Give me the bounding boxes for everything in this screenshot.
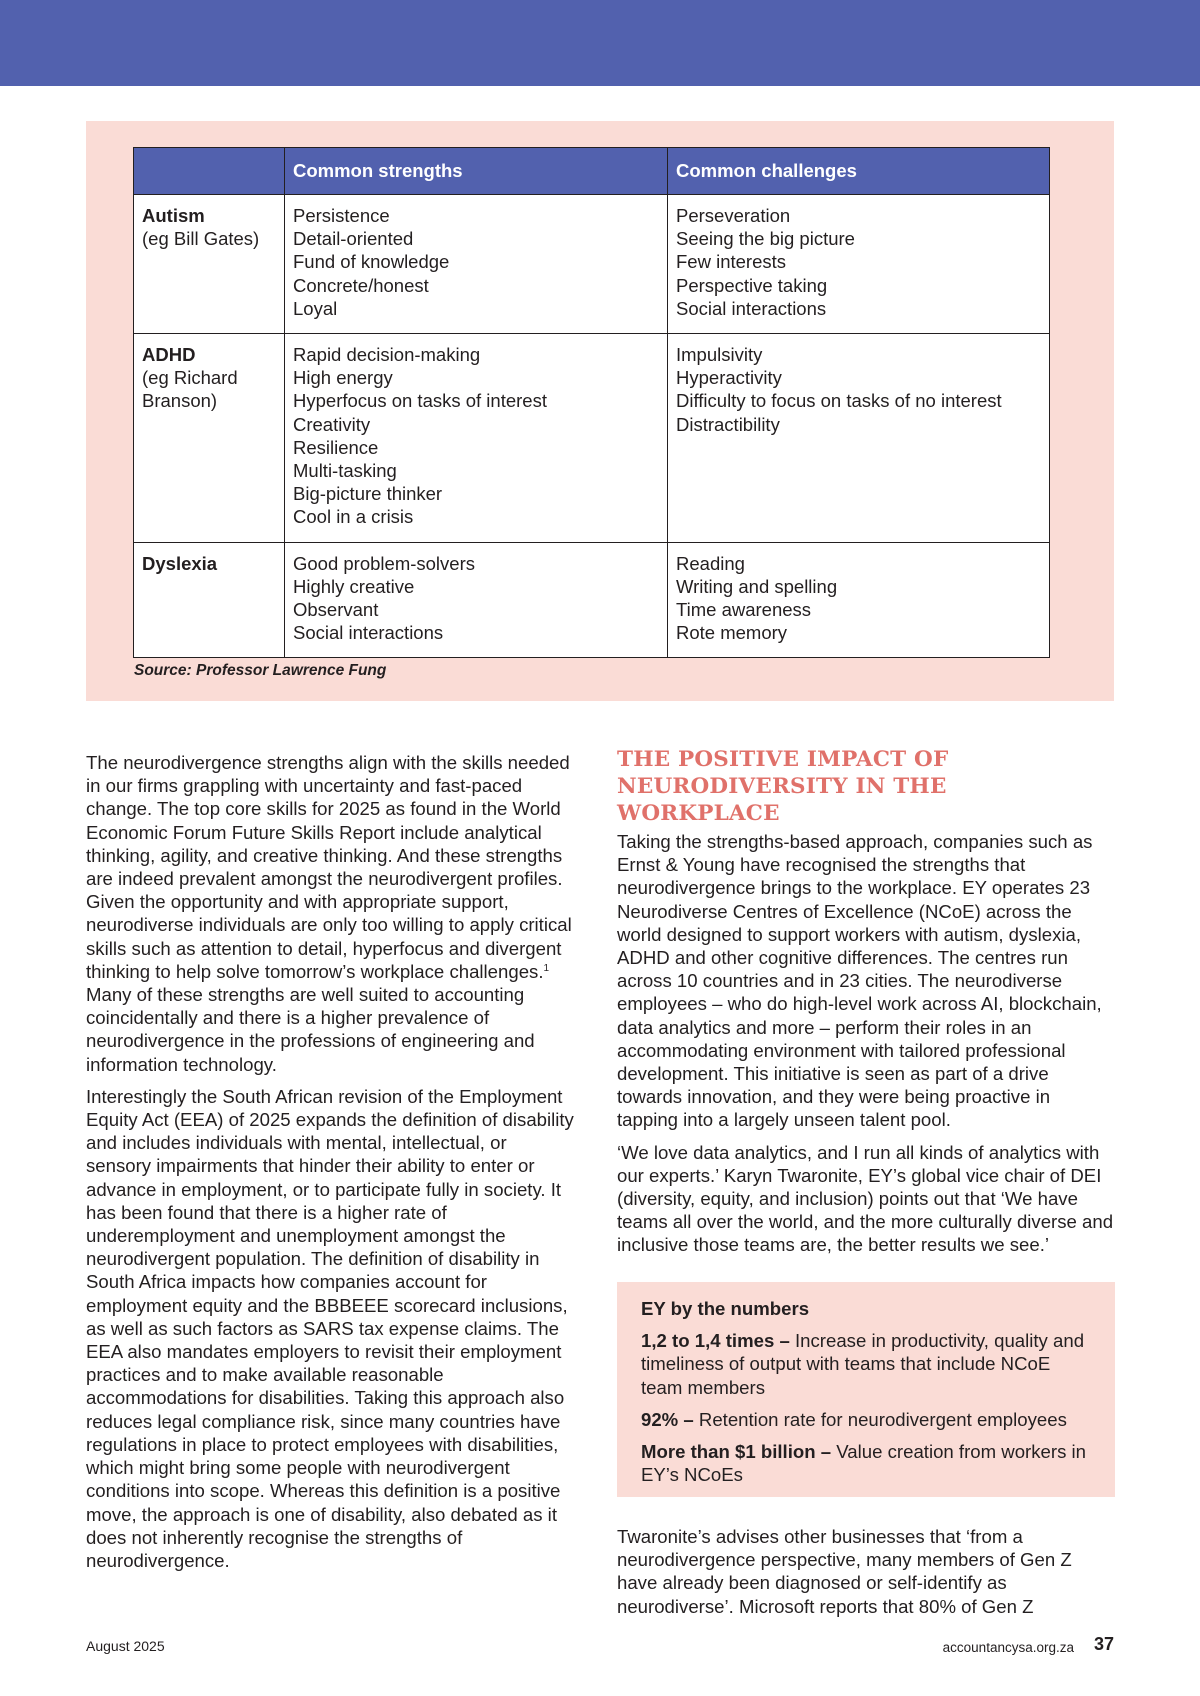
strength-item: Creativity [293, 413, 371, 435]
strength-item: Rapid decision-making [293, 344, 481, 366]
strength-item: Resilience [293, 436, 379, 458]
header-band [0, 0, 1200, 86]
strength-item: Good problem-solvers [293, 552, 475, 574]
ey-stat-item [641, 1408, 1091, 1431]
footnote-marker: 1 [543, 962, 550, 974]
ey-stat-description: Value creation from workers in EY’s NCoEs [641, 1441, 1087, 1486]
strength-item: Loyal [293, 297, 338, 319]
challenge-item: Difficulty to focus on tasks of no interest [676, 390, 1002, 412]
challenge-item: Few interests [676, 251, 787, 273]
left-paragraph-1-text: The neurodivergence strengths align with the skills needed in our firms grappling with uncertainty and fast-paced change. The top core skills for 2025 as found in the World Economic Forum Future Skills Report include analytical thinking, agility, and creative thinking. And these strengths are indeed prevalent amongst the neurodivergent profiles. Given the opportunity and with appropriate support, neurodiverse individuals are only too willing to apply critical skills such as attention to detail, hyperfocus and divergent thinking to help solve tomorrow’s workplace challenges. [86, 752, 572, 982]
strength-item: Social interactions [293, 622, 444, 644]
ey-stat-figure: 92% – [641, 1408, 694, 1430]
strength-item: Highly creative [293, 575, 415, 597]
left-paragraph-1 [86, 751, 576, 1076]
challenge-item: Writing and spelling [676, 575, 838, 597]
condition-name: ADHD [142, 344, 196, 366]
condition-example: (eg Richard Branson) [142, 367, 238, 412]
table-header-row [134, 148, 1050, 195]
challenge-item: Social interactions [676, 297, 827, 319]
strength-item: Cool in a crisis [293, 506, 414, 528]
left-column [86, 751, 576, 1581]
table-panel [86, 121, 1114, 701]
table-header-empty [134, 148, 285, 195]
strength-item: Fund of knowledge [293, 251, 450, 273]
condition-cell [134, 195, 285, 334]
challenge-item: Reading [676, 552, 745, 574]
challenge-item: Time awareness [676, 599, 812, 621]
ey-stat-figure: 1,2 to 1,4 times – [641, 1330, 790, 1352]
condition-cell [134, 334, 285, 543]
strengths-cell [285, 195, 668, 334]
strength-item: Observant [293, 599, 379, 621]
condition-name: Autism [142, 205, 205, 226]
strengths-cell [285, 334, 668, 543]
challenge-item: Seeing the big picture [676, 228, 855, 250]
challenge-item: Rote memory [676, 622, 788, 644]
left-paragraph-2: Interestingly the South African revision of the Employment Equity Act (EEA) of 2025 expands the definition of disability and includes individuals with mental, intellectual, or sensory impairments that hinder their ability to enter or advance in employment, or to participate fully in society. It has been found that there is a higher rate of underemployment and unemployment amongst the neurodivergent population. The definition of disability in South Africa impacts how companies account for employment equity and the BBBEEE scorecard inclusions, as well as such factors as SARS tax expense claims. The EEA also mandates employers to revisit their employment practices and to make available reasonable accommodations for disabilities. Taking this approach also reduces legal compliance risk, since many countries have regulations in place to protect employees with disabilities, which might bring some people with neurodivergent conditions into scope. Whereas this definition is a positive move, the approach is one of disability, also debated as it does not inherently recognise the strengths of neurodivergence. [86, 1085, 574, 1571]
table-row [134, 195, 1050, 334]
table-header-strengths: Common strengths [285, 148, 668, 195]
condition-name: Dyslexia [142, 552, 218, 574]
strength-item: Persistence [293, 205, 390, 226]
table-source: Source: Professor Lawrence Fung [134, 662, 387, 679]
right-paragraph-1: Taking the strengths-based approach, companies such as Ernst & Young have recognised the strengths that neurodivergence brings to the workplace. EY operates 23 Neurodiverse Centres of Excellence (NCoE) across the world designed to support workers with autism, dyslexia, ADHD and other cognitive differences. The centres run across 10 countries and in 23 cities. The neurodiverse employees – who do high-level work across AI, blockchain, data analytics and more – perform their roles in an accommodating environment with tailored professional development. This initiative is seen as part of a drive towards innovation, and they were being proactive in tapping into a largely unseen talent pool. [617, 831, 1102, 1131]
ey-stat-description: Increase in productivity, quality and timeliness of output with teams that include NCoE team members [641, 1330, 1085, 1398]
footer-date: August 2025 [86, 1638, 165, 1654]
right-paragraph-3: Twaronite’s advises other businesses that ‘from a neurodivergence perspective, many members of Gen Z have already been diagnosed or self-identify as neurodiverse’. Microsoft reports that 80% of Gen Z [617, 1526, 1072, 1617]
right-column [617, 746, 1115, 1266]
challenges-cell [668, 542, 1050, 658]
challenge-item: Perseveration [676, 205, 791, 226]
footer-website: accountancysa.org.za [942, 1640, 1074, 1655]
strengths-cell [285, 542, 668, 658]
section-heading-line-1: THE POSITIVE IMPACT OF [617, 747, 949, 772]
challenge-item: Perspective taking [676, 274, 828, 296]
condition-example: (eg Bill Gates) [142, 228, 260, 250]
ey-numbers-box [617, 1282, 1115, 1497]
ey-stat-item [641, 1440, 1091, 1486]
table-header-challenges: Common challenges [668, 148, 1050, 195]
strength-item: Big-picture thinker [293, 483, 443, 505]
challenge-item: Distractibility [676, 413, 780, 435]
ey-box-title: EY by the numbers [641, 1298, 810, 1319]
strength-item: Concrete/honest [293, 274, 429, 296]
section-heading [617, 746, 1115, 827]
strength-item: Multi-tasking [293, 460, 397, 482]
challenges-cell [668, 195, 1050, 334]
ey-stat-description: Retention rate for neurodivergent employees [693, 1408, 1067, 1430]
challenges-cell [668, 334, 1050, 543]
ey-stat-item [641, 1329, 1091, 1399]
neurodivergence-table [133, 147, 1050, 658]
strength-item: Hyperfocus on tasks of interest [293, 390, 547, 412]
strength-item: Detail-oriented [293, 228, 414, 250]
challenge-item: Impulsivity [676, 344, 763, 366]
right-paragraph-2: ‘We love data analytics, and I run all kinds of analytics with our experts.’ Karyn Twaronite, EY’s global vice chair of DEI (diversity, equity, and inclusion) points out that ‘We have teams all over the world, and the more culturally diverse and inclusive those teams are, the better results we see.’ [617, 1141, 1114, 1256]
table-row [134, 334, 1050, 543]
right-paragraph-3-block [617, 1525, 1115, 1618]
condition-cell [134, 542, 285, 658]
ey-stat-figure: More than $1 billion – [641, 1441, 832, 1463]
section-heading-line-2: NEURODIVERSITY IN THE WORKPLACE [617, 774, 947, 826]
table-row [134, 542, 1050, 658]
left-paragraph-1b-text: Many of these strengths are well suited to accounting coincidentally and there is a higher prevalence of neurodivergence in the professions of engineering and information technology. [86, 984, 535, 1075]
page-number: 37 [1094, 1634, 1115, 1654]
challenge-item: Hyperactivity [676, 367, 782, 389]
strength-item: High energy [293, 367, 393, 389]
